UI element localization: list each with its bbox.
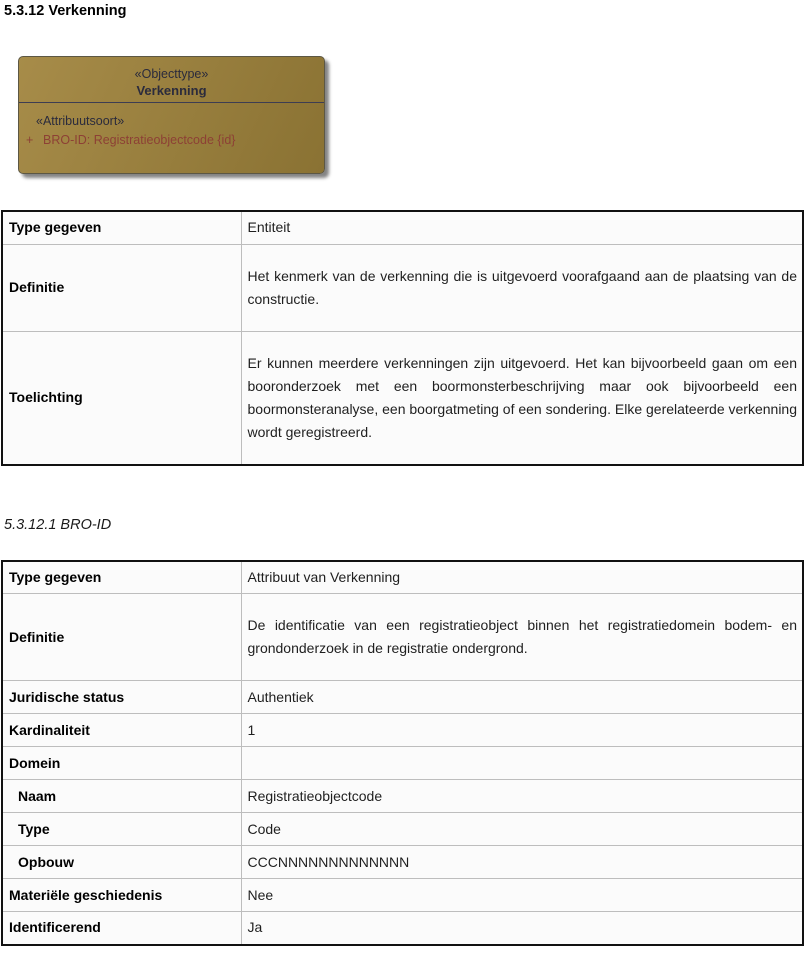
table-row <box>2 879 803 912</box>
uml-class-name: Verkenning <box>136 83 207 98</box>
uml-class-box <box>18 56 325 174</box>
table-row <box>2 561 803 594</box>
table-row <box>2 714 803 747</box>
row-label: Type gegeven <box>2 561 241 594</box>
uml-attribute-row <box>19 132 324 148</box>
row-value: Registratieobjectcode <box>241 780 803 813</box>
row-value: Het kenmerk van de verkenning die is uitgevoerd voorafgaand aan de plaatsing van de constructie. <box>241 244 803 331</box>
row-label: Opbouw <box>2 846 241 879</box>
row-value: Authentiek <box>241 681 803 714</box>
bro-id-definition-table <box>1 560 804 946</box>
row-label: Materiële geschiedenis <box>2 879 241 912</box>
row-value: Ja <box>241 912 803 945</box>
table-row <box>2 594 803 681</box>
row-label: Definitie <box>2 244 241 331</box>
table-row <box>2 780 803 813</box>
row-label: Domein <box>2 747 241 780</box>
row-value: Entiteit <box>241 211 803 244</box>
row-value: Code <box>241 813 803 846</box>
row-label: Juridische status <box>2 681 241 714</box>
row-label: Kardinaliteit <box>2 714 241 747</box>
table-row <box>2 211 803 244</box>
plus-visibility-sign: + <box>26 133 34 147</box>
uml-attributes-section <box>19 103 324 148</box>
row-value: Er kunnen meerdere verkenningen zijn uitgevoerd. Het kan bijvoorbeeld gaan om een booronderzoek met een boormonsterbeschrijving maar ook bijvoorbeeld een boormonsteranalyse, een boorgatmeting of een sondering. Elke gerelateerde verkenning wordt geregistreerd. <box>241 331 803 465</box>
uml-class-header <box>19 57 324 103</box>
uml-attribute-stereotype: «Attribuutsoort» <box>36 114 125 128</box>
row-value <box>241 747 803 780</box>
table-row <box>2 912 803 945</box>
uml-stereotype: «Objecttype» <box>134 67 209 81</box>
table-row <box>2 331 803 465</box>
row-label: Naam <box>2 780 241 813</box>
row-label: Identificerend <box>2 912 241 945</box>
uml-attribute-text: BRO-ID: Registratieobjectcode {id} <box>43 133 236 147</box>
verkenning-definition-table <box>1 210 804 466</box>
table-row <box>2 846 803 879</box>
row-label: Type <box>2 813 241 846</box>
table-row <box>2 681 803 714</box>
row-label: Toelichting <box>2 331 241 465</box>
subsection-heading: 5.3.12.1 BRO-ID <box>4 516 112 533</box>
row-value: Nee <box>241 879 803 912</box>
row-value: De identificatie van een registratieobject binnen het registratiedomein bodem- en grondonderzoek in de registratie ondergrond. <box>241 594 803 681</box>
row-value: 1 <box>241 714 803 747</box>
table-row <box>2 813 803 846</box>
table-body <box>2 211 803 465</box>
document-page <box>0 3 805 946</box>
table-body <box>2 561 803 945</box>
table-row <box>2 244 803 331</box>
row-value: Attribuut van Verkenning <box>241 561 803 594</box>
section-heading: 5.3.12 Verkenning <box>4 3 127 19</box>
row-label: Type gegeven <box>2 211 241 244</box>
row-label: Definitie <box>2 594 241 681</box>
table-row <box>2 747 803 780</box>
row-value: CCCNNNNNNNNNNNNN <box>241 846 803 879</box>
